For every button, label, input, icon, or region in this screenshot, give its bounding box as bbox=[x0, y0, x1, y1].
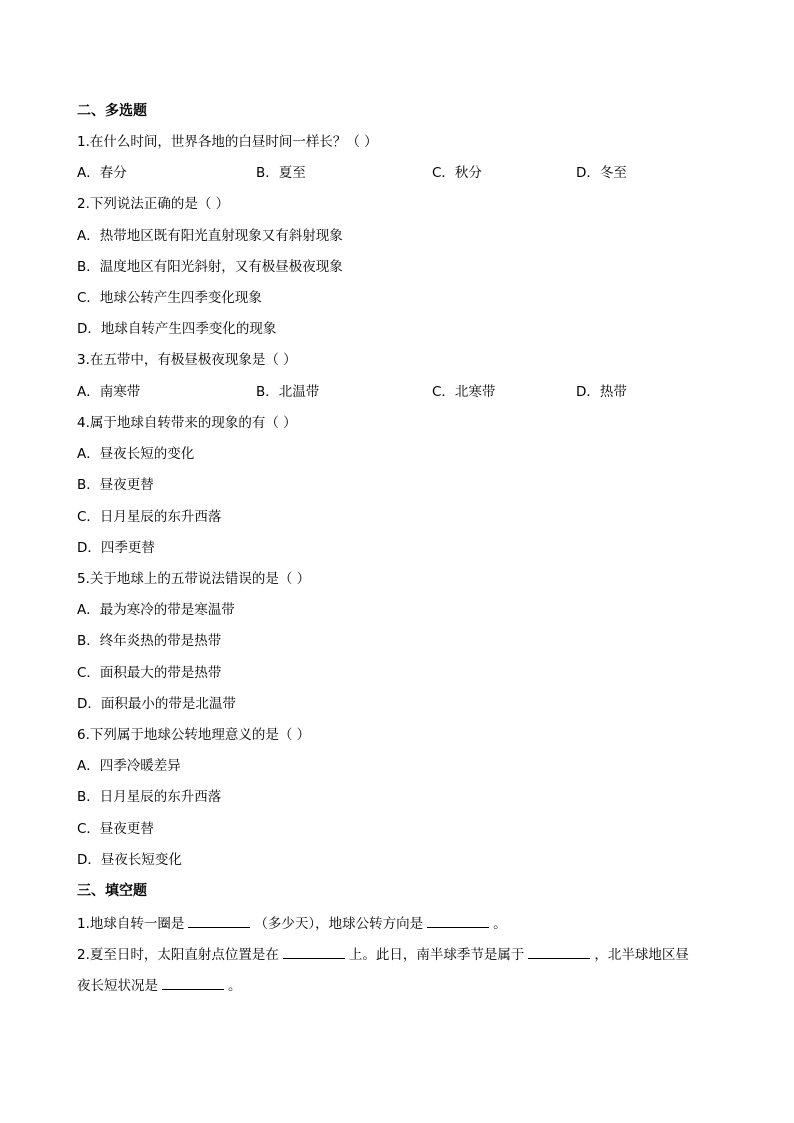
fill-q1-text-b: （多少天），地球公转方向是 bbox=[254, 916, 424, 932]
q5-option-c: C．面积最大的带是热带 bbox=[77, 665, 222, 681]
q2-option-c: C．地球公转产生四季变化现象 bbox=[77, 290, 262, 306]
q4-option-c: C．日月星辰的东升西落 bbox=[77, 509, 222, 525]
q1-option-a: A．春分 bbox=[77, 165, 127, 181]
q3-option-d: D．热带 bbox=[576, 384, 627, 400]
question-5-stem: 5.关于地球上的五带说法错误的是（ ） bbox=[77, 571, 311, 587]
fill-q2-text-e: 。 bbox=[228, 978, 242, 994]
question-1-stem: 1.在什么时间，世界各地的白昼时间一样长？（ ） bbox=[77, 134, 378, 150]
answer-blank[interactable] bbox=[162, 975, 224, 990]
q5-option-b: B．终年炎热的带是热带 bbox=[77, 633, 222, 649]
question-6-stem: 6.下列属于地球公转地理意义的是（ ） bbox=[77, 727, 311, 743]
q6-option-c: C．昼夜更替 bbox=[77, 821, 154, 837]
question-3-stem: 3.在五带中，有极昼极夜现象是（ ） bbox=[77, 352, 297, 368]
answer-blank[interactable] bbox=[188, 913, 250, 928]
fill-q2-text-c: ，北半球地区昼 bbox=[594, 947, 689, 963]
q3-option-b: B．北温带 bbox=[256, 384, 320, 400]
answer-blank[interactable] bbox=[283, 944, 345, 959]
q4-option-a: A．昼夜长短的变化 bbox=[77, 446, 195, 462]
fill-q1-text-a: 1.地球自转一圈是 bbox=[77, 916, 185, 932]
q2-option-b: B．温度地区有阳光斜射，又有极昼极夜现象 bbox=[77, 259, 343, 275]
fill-question-2-continued bbox=[77, 975, 242, 996]
answer-blank[interactable] bbox=[427, 913, 489, 928]
q1-option-c: C．秋分 bbox=[432, 165, 482, 181]
q1-option-b: B．夏至 bbox=[256, 165, 306, 181]
question-2-stem: 2.下列说法正确的是（ ） bbox=[77, 196, 230, 212]
section-heading-multiple-choice: 二、多选题 bbox=[77, 103, 147, 119]
fill-q1-text-c: 。 bbox=[493, 916, 507, 932]
answer-blank[interactable] bbox=[528, 944, 590, 959]
section-heading-fill-in-blank: 三、填空题 bbox=[77, 883, 147, 899]
q5-option-d: D．面积最小的带是北温带 bbox=[77, 696, 236, 712]
q6-option-b: B．日月星辰的东升西落 bbox=[77, 789, 222, 805]
q3-option-c: C．北寒带 bbox=[432, 384, 496, 400]
question-4-stem: 4.属于地球自转带来的现象的有（ ） bbox=[77, 415, 297, 431]
fill-question-2 bbox=[77, 944, 689, 965]
q5-option-a: A．最为寒冷的带是寒温带 bbox=[77, 602, 235, 618]
q6-option-a: A．四季冷暖差异 bbox=[77, 758, 181, 774]
fill-q2-text-a: 2.夏至日时，太阳直射点位置是在 bbox=[77, 947, 279, 963]
q6-option-d: D．昼夜长短变化 bbox=[77, 852, 182, 868]
q4-option-b: B．昼夜更替 bbox=[77, 477, 154, 493]
fill-q2-text-b: 上。此日，南半球季节是属于 bbox=[348, 947, 525, 963]
q4-option-d: D．四季更替 bbox=[77, 540, 155, 556]
q3-option-a: A．南寒带 bbox=[77, 384, 141, 400]
q2-option-a: A．热带地区既有阳光直射现象又有斜射现象 bbox=[77, 228, 343, 244]
fill-q2-text-d: 夜长短状况是 bbox=[77, 978, 158, 994]
q1-option-d: D．冬至 bbox=[576, 165, 627, 181]
q2-option-d: D．地球自转产生四季变化的现象 bbox=[77, 321, 277, 337]
fill-question-1 bbox=[77, 913, 507, 934]
